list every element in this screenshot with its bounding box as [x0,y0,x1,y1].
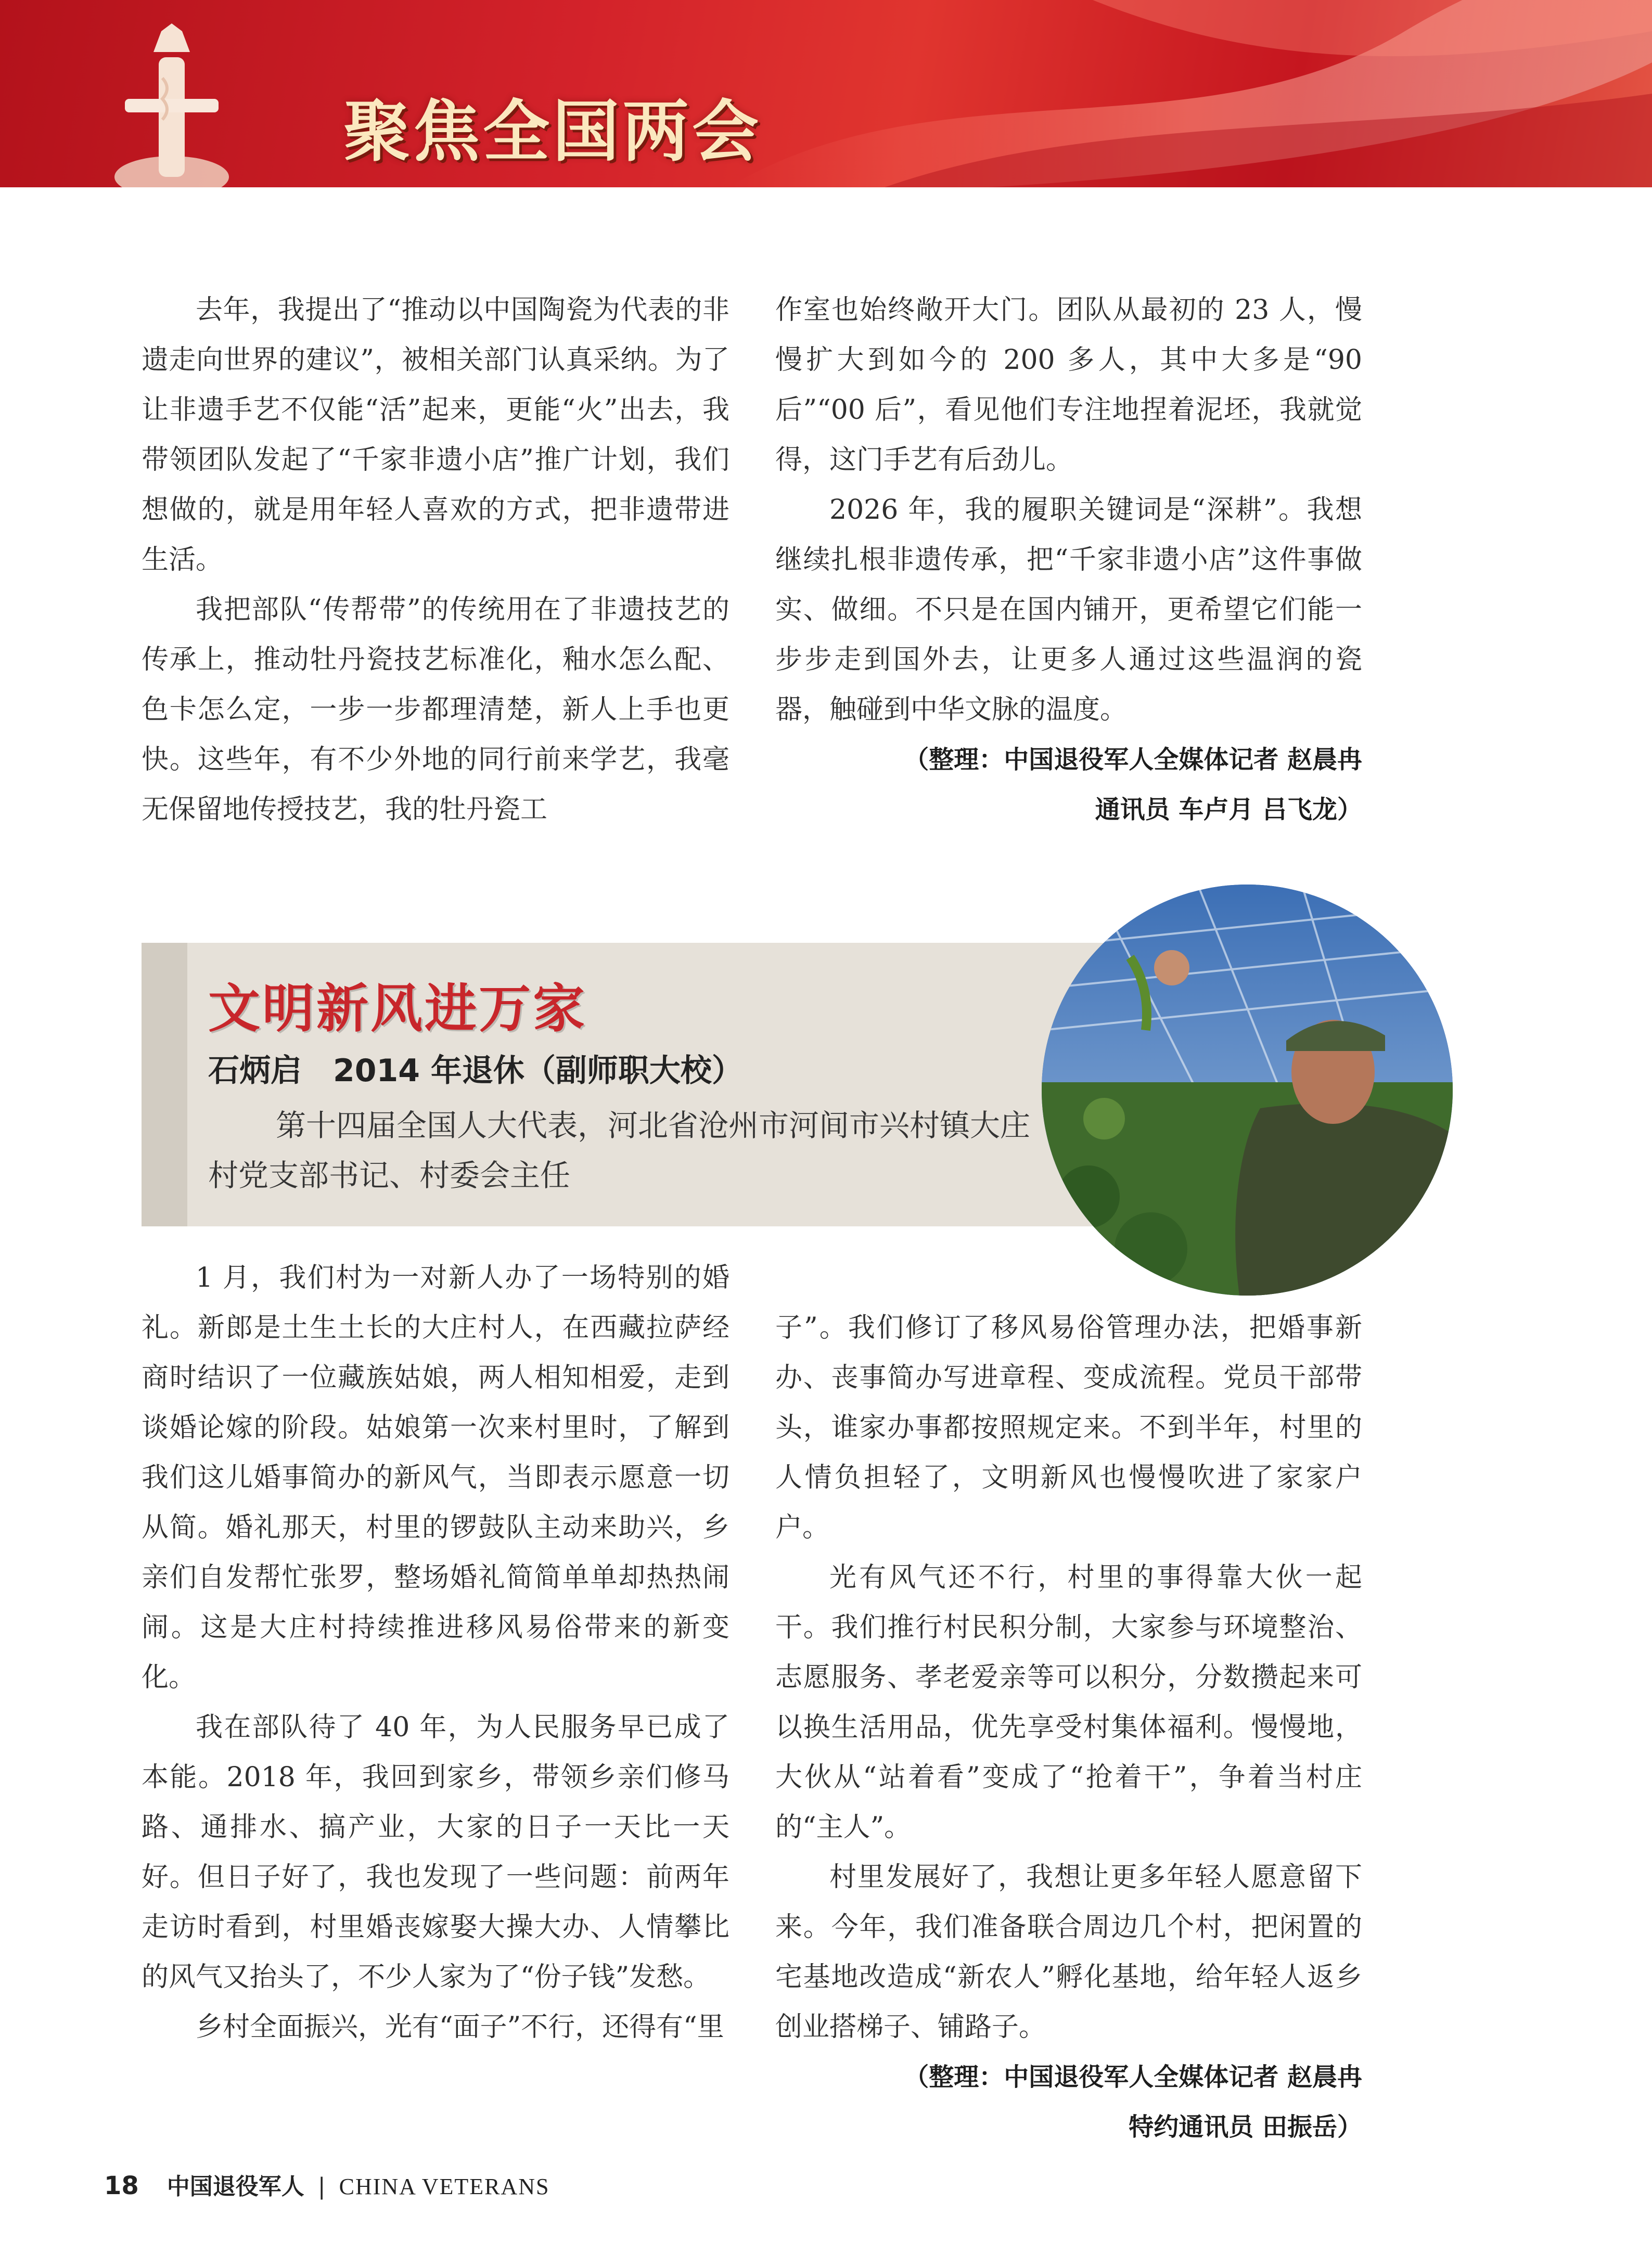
page-footer [104,2168,550,2201]
credit-line: （整理：中国退役军人全媒体记者 赵晨冉 [904,745,1362,774]
portrait-photo [1042,885,1453,1296]
paragraph: 光有风气还不行，村里的事得靠大伙一起干。我们推行村民积分制，大家参与环境整治、志愿服务、孝老爱亲等可以积分，分数攒起来可以换生活用品，优先享受村集体福利。慢慢地，大伙从“站着看”变成了“抢着干”，争着当村庄的“主人”。 [775,1562,1362,1843]
paragraph: 村里发展好了，我想让更多年轻人愿意留下来。今年，我们准备联合周边几个村，把闲置的宅基地改造成“新农人”孵化基地，给年轻人返乡创业搭梯子、铺路子。 [775,1862,1362,2043]
credit-line: 特约通讯员 田振岳） [1129,2112,1362,2142]
page-number: 18 [104,2171,139,2200]
paragraph: 我在部队待了 40 年，为人民服务早已成了本能。2018 年，我回到家乡，带领乡亲们修马路、通排水、搞产业，大家的日子一天比一天好。但日子好了，我也发现了一些问题：前两年走访时看到，村里婚丧嫁娶大操大办、人情攀比的风气又抬头了，不少人家为了“份子钱”发愁。 [142,1712,729,1993]
banner-title: 聚焦全国两会 [343,93,762,171]
paragraph: 去年，我提出了“推动以中国陶瓷为代表的非遗走向世界的建议”，被相关部门认真采纳。为了让非遗手艺不仅能“活”起来，更能“火”出去，我带领团队发起了“千家非遗小店”推广计划，我们想做的，就是用年轻人喜欢的方式，把非遗带进生活。 [142,294,729,575]
section1-right-column [775,285,1362,835]
footer-separator: | [317,2173,326,2200]
person-name: 石炳启 2014 年退休（副师职大校） [208,1053,743,1089]
person-description: 第十四届全国人大代表，河北省沧州市河间市兴村镇大庄村党支部书记、村委会主任 [208,1108,1031,1193]
credit-line: 通讯员 车卢月 吕飞龙） [1095,795,1362,824]
paragraph: 2026 年，我的履职关键词是“深耕”。我想继续扎根非遗传承，把“千家非遗小店”这件事做实、做细。不只是在国内铺开，更希望它们能一步步走到国外去，让更多人通过这些温润的瓷器，触碰到中华文脉的温度。 [775,494,1362,725]
paragraph: 我把部队“传帮带”的传统用在了非遗技艺的传承上，推动牡丹瓷技艺标准化，釉水怎么配、色卡怎么定，一步一步都理清楚，新人上手也更快。这些年，有不少外地的同行前来学艺，我毫无保留地传授技艺，我的牡丹瓷工 [142,594,729,825]
banner-ribbon-graphic [0,0,1652,187]
section1-left-column [142,285,729,835]
huabiao-pillar-icon [104,21,239,187]
section2-right-column [775,1303,1362,2152]
section2-left-column [142,1253,729,2052]
paragraph: 子”。我们修订了移风易俗管理办法，把婚事新办、丧事简办写进章程、变成流程。党员干部带头，谁家办事都按照规定来。不到半年，村里的人情负担轻了，文明新风也慢慢吹进了家家户户。 [775,1312,1362,1543]
header-banner [0,0,1652,187]
section2-title: 文明新风进万家 [208,978,587,1039]
paragraph: 1 月，我们村为一对新人办了一场特别的婚礼。新郎是土生土长的大庄村人，在西藏拉萨经商时结识了一位藏族姑娘，两人相知相爱，走到谈婚论嫁的阶段。姑娘第一次来村里时，了解到我们这儿婚事简办的新风气，当即表示愿意一切从简。婚礼那天，村里的锣鼓队主动来助兴，乡亲们自发帮忙张罗，整场婚礼简简单单却热热闹闹。这是大庄村持续推进移风易俗带来的新变化。 [142,1262,729,1693]
magazine-name-en: CHINA VETERANS [339,2174,550,2199]
paragraph: 作室也始终敞开大门。团队从最初的 23 人，慢慢扩大到如今的 200 多人，其中大多是“90 后”“00 后”，看见他们专注地捏着泥坯，我就觉得，这门手艺有后劲儿。 [775,294,1362,476]
magazine-name-cn: 中国退役军人 [167,2173,304,2200]
credit-line: （整理：中国退役军人全媒体记者 赵晨冉 [904,2062,1362,2092]
paragraph: 乡村全面振兴，光有“面子”不行，还得有“里 [196,2012,724,2043]
section2-header-accent-bar [142,943,187,1226]
